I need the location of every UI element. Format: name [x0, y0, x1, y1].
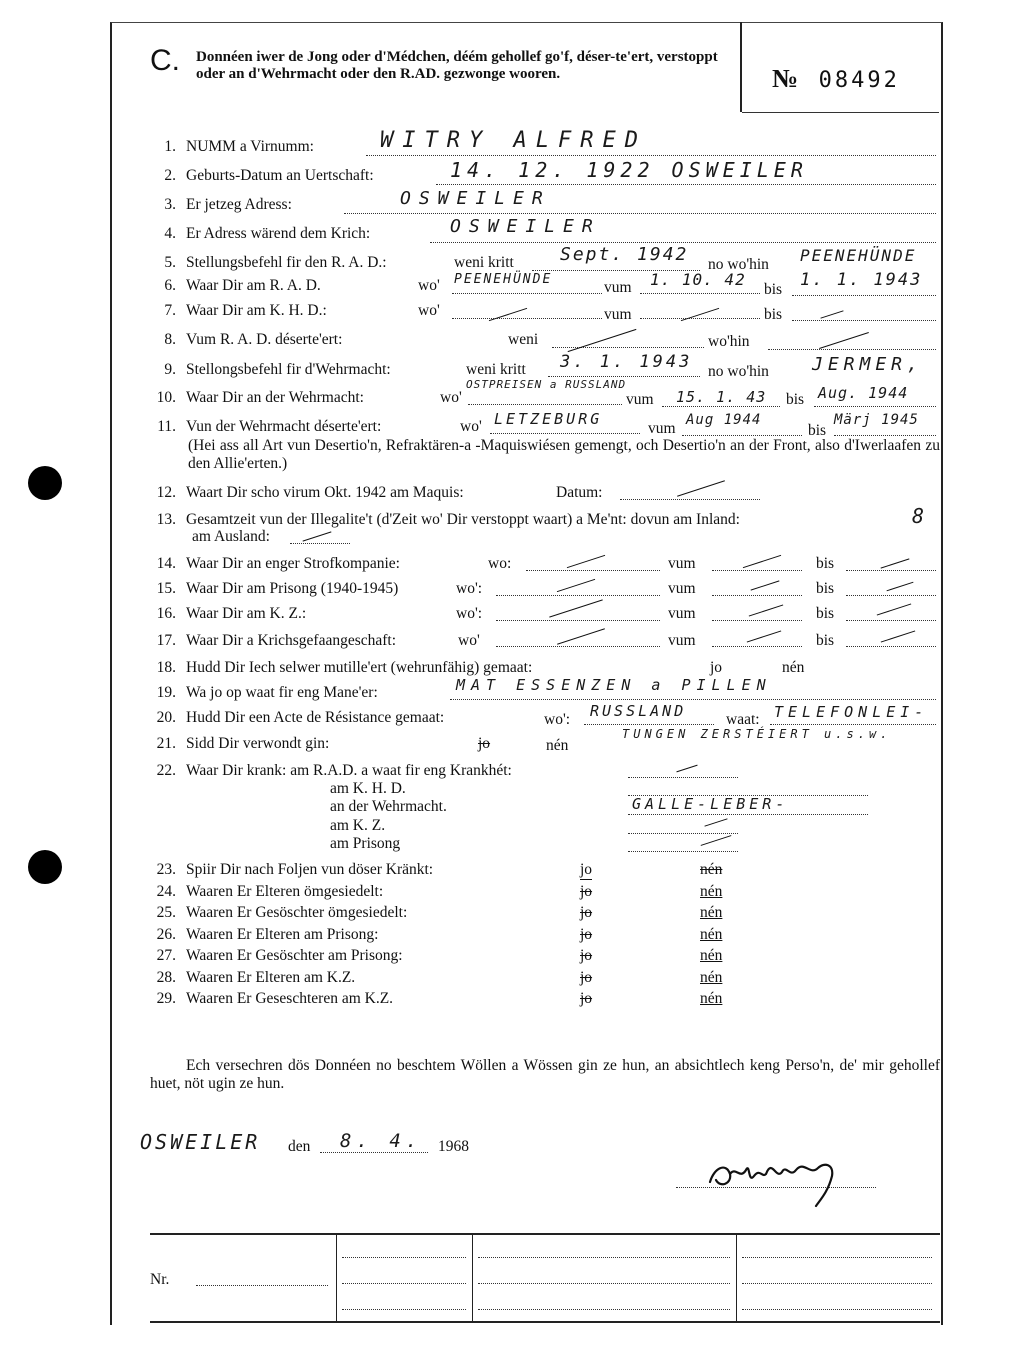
- q9-row: 9. Stellongsbefehl fir d'Wehrmacht:: [164, 361, 391, 378]
- q25-nen[interactable]: nén: [700, 904, 723, 921]
- q22-sub-prisong: am Prisong: [330, 835, 401, 852]
- q17-row: 17. Waar Dir a Krichsgefaangeschaft:: [156, 632, 397, 649]
- q2-value[interactable]: 14. 12. 1922 OSWEILER: [450, 158, 808, 182]
- q23-row: 23. Spiir Dir nach Foljen vun döser Kränkt:: [156, 861, 434, 878]
- q11-row: 11. Vun der Wehrmacht déserte'ert:: [157, 418, 382, 435]
- q27-row: 27. Waaren Er Gesöschter am Prisong:: [156, 947, 403, 964]
- q5-wohin-value[interactable]: PEENEHÜNDE: [800, 246, 917, 265]
- punch-hole-bottom: [28, 850, 62, 884]
- q19-value[interactable]: MAT ESSENZEN a PILLEN: [456, 676, 772, 694]
- q13-inland-value[interactable]: 8: [912, 504, 929, 528]
- q21-extra[interactable]: TUNGEN ZERSTÉIERT u.s.w.: [622, 727, 892, 741]
- q5-weni-value[interactable]: Sept. 1942: [560, 244, 689, 265]
- q10-bis-value[interactable]: Aug. 1944: [818, 384, 909, 402]
- q7-row: 7. Waar Dir am K. H. D.:: [164, 302, 327, 319]
- header-rule: [742, 112, 939, 113]
- q14-row: 14. Waar Dir an enger Strofkompanie:: [156, 555, 400, 572]
- q21-jo[interactable]: jo: [478, 735, 491, 752]
- signature: [700, 1140, 860, 1210]
- q6-wo-value[interactable]: PEENEHÜNDE: [454, 272, 553, 287]
- q9-weni-value[interactable]: 3. 1. 1943: [560, 352, 693, 372]
- q6-vum-value[interactable]: 1. 10. 42: [650, 270, 746, 289]
- q8-row: 8. Vum R. A. D. déserte'ert:: [164, 331, 343, 348]
- place-value[interactable]: OSWEILER: [140, 1130, 261, 1154]
- document-number: [772, 64, 900, 94]
- q28-row: 28. Waaren Er Elteren am K.Z.: [156, 969, 356, 986]
- number-value: 08492: [818, 68, 900, 93]
- q18-nen[interactable]: nén: [782, 659, 805, 676]
- q16-row: 16. Waar Dir am K. Z.:: [156, 605, 307, 622]
- date-value[interactable]: 8. 4.: [340, 1130, 423, 1152]
- den-label: den: [288, 1138, 311, 1155]
- q12-row: 12. Waart Dir scho virum Okt. 1942 am Maquis:: [156, 484, 464, 501]
- q22-sub-khd: am K. H. D.: [330, 780, 406, 797]
- q9-wohin-value[interactable]: JERMER,: [812, 354, 923, 375]
- q29-jo[interactable]: jo: [580, 990, 593, 1007]
- q27-nen[interactable]: nén: [700, 947, 723, 964]
- q21-nen[interactable]: nén: [546, 737, 569, 754]
- q20-wo-value[interactable]: RUSSLAND: [590, 702, 687, 720]
- q3-value[interactable]: OSWEILER: [400, 188, 551, 209]
- header-divider: [740, 22, 742, 112]
- q22-wehrmacht-value[interactable]: GALLE-LEBER-: [632, 795, 789, 813]
- q28-nen[interactable]: nén: [700, 969, 723, 986]
- q23-nen[interactable]: nén: [700, 861, 723, 878]
- section-letter: C.: [150, 44, 180, 77]
- q24-row: 24. Waaren Er Elteren ömgesiedelt:: [156, 883, 384, 900]
- footer-rule-top: [150, 1233, 940, 1235]
- q24-jo[interactable]: jo: [580, 883, 593, 900]
- q22-row: 22. Waar Dir krank: am R.A.D. a waat fir eng Krankhét:: [156, 762, 512, 779]
- q24-nen[interactable]: nén: [700, 883, 723, 900]
- footer-rule-bottom: [150, 1321, 940, 1323]
- q11-bis-value[interactable]: Märj 1945: [834, 412, 919, 428]
- q3-row: 3. Er jetzeg Adress:: [164, 196, 292, 213]
- q20-waat-value[interactable]: TELEFONLEI-: [774, 703, 929, 721]
- q22-sub-kz: am K. Z.: [330, 817, 386, 834]
- q19-row: 19. Wa jo op waat fir eng Mane'er:: [156, 684, 378, 701]
- year-label: 1968: [438, 1138, 469, 1155]
- q1-row: 1. NUMM a Virnumm:: [164, 138, 314, 155]
- q10-row: 10. Waar Dir an der Wehrmacht:: [156, 389, 364, 406]
- q20-row: 20. Hudd Dir een Acte de Résistance gemaat:: [156, 709, 445, 726]
- q13-row: 13. Gesamtzeit vun der Illegalite't (d'Zeit wo' Dir verstoppt waart) a Me'nt: dovun am Inland:: [156, 511, 740, 528]
- q25-jo[interactable]: jo: [580, 904, 593, 921]
- q18-jo[interactable]: jo: [710, 659, 723, 676]
- footer-nr: Nr.: [150, 1271, 170, 1288]
- q2-row: 2. Geburts-Datum an Uertschaft:: [164, 167, 374, 184]
- q29-nen[interactable]: nén: [700, 990, 723, 1007]
- q5-row: 5. Stellungsbefehl fir den R. A. D.:: [164, 254, 387, 271]
- q23-jo[interactable]: jo: [580, 861, 593, 878]
- q10-wo-value[interactable]: OSTPREISEN a RUSSLAND: [466, 378, 627, 391]
- q26-nen[interactable]: nén: [700, 926, 723, 943]
- q4-value[interactable]: OSWEILER: [450, 216, 601, 237]
- q21-row: 21. Sidd Dir verwondt gin:: [156, 735, 330, 752]
- q1-label: NUMM a Virnumm:: [186, 138, 314, 155]
- declaration-text: Ech versechren dös Donnéen no beschtem Wöllen a Wössen gin ze hun, an absichtlech keng Perso'n, de' mir gehollef huet, nöt ugin ze hun.: [150, 1057, 940, 1092]
- q10-vum-value[interactable]: 15. 1. 43: [676, 388, 767, 406]
- q1-value[interactable]: WITRY ALFRED: [380, 128, 647, 153]
- q6-row: 6. Waar Dir am R. A. D.: [164, 277, 321, 294]
- q29-row: 29. Waaren Er Geseschteren am K.Z.: [156, 990, 394, 1007]
- punch-hole-top: [28, 466, 62, 500]
- q25-row: 25. Waaren Er Gesöschter ömgesiedelt:: [156, 904, 408, 921]
- q26-row: 26. Waaren Er Elteren am Prisong:: [156, 926, 379, 943]
- number-symbol: №: [772, 64, 799, 93]
- q28-jo[interactable]: jo: [580, 969, 593, 986]
- q11-wo-value[interactable]: LETZEBURG: [494, 410, 603, 428]
- section-title: Donnéen iwer de Jong oder d'Médchen, déém gehollef go'f, déser-te'ert, verstoppt oder an d'Wehrmacht oder den R.AD. gezwonge wooren.: [196, 49, 718, 82]
- q18-row: 18. Hudd Dir Iech selwer mutille'ert (wehrunfähig) gemaat:: [156, 659, 533, 676]
- q15-row: 15. Waar Dir am Prisong (1940-1945): [156, 580, 399, 597]
- q6-bis-value[interactable]: 1. 1. 1943: [800, 270, 923, 290]
- q11-vum-value[interactable]: Aug 1944: [686, 412, 762, 428]
- q4-row: 4. Er Adress wärend dem Krich:: [164, 225, 371, 242]
- q27-jo[interactable]: jo: [580, 947, 593, 964]
- q26-jo[interactable]: jo: [580, 926, 593, 943]
- q22-sub-wehrmacht: an der Wehrmacht.: [330, 798, 447, 815]
- q11-note: (Hei ass all Art vun Desertio'n, Refraktären-a -Maquiswiésen gemengt, och Desertio'n an der Front, also d'Iwerlaafen zu den Allie'erten.): [188, 437, 940, 472]
